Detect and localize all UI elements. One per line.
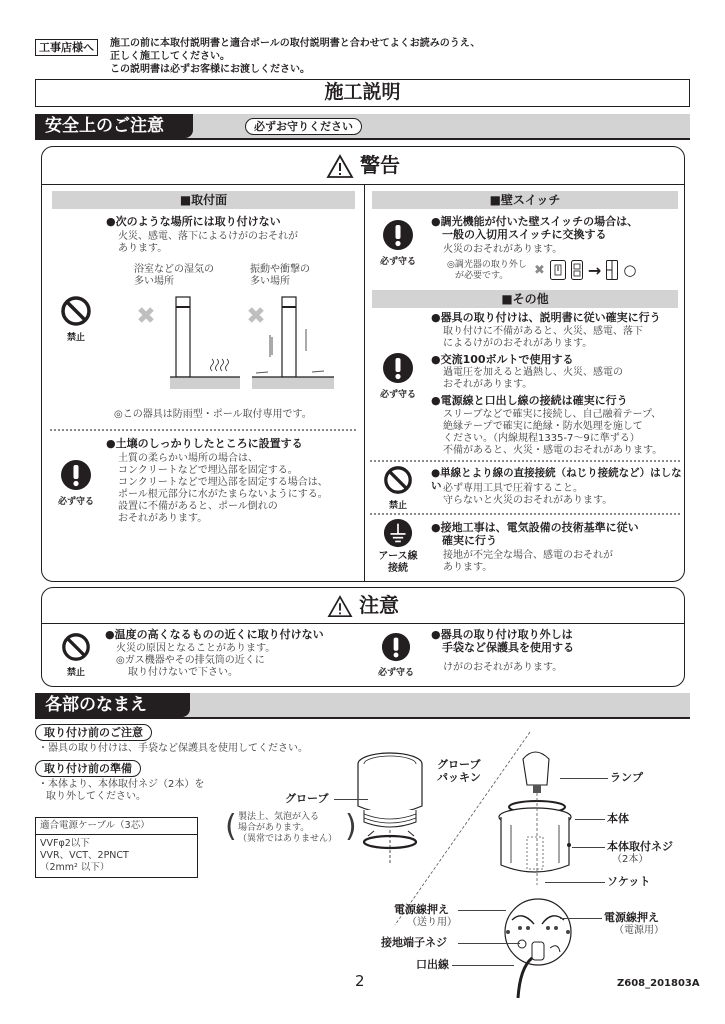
before-install-caution-text: ・器具の取り付けは、手袋など保護具を使用してください。 [38, 743, 308, 754]
switch-replace-diagram [534, 259, 674, 281]
parts-heading: 各部のなまえ [35, 693, 190, 717]
lead-wire-label: 口出線 [416, 958, 449, 971]
mandatory-symbol: 必ず守る [50, 459, 102, 507]
mandatory-icon [60, 459, 92, 491]
caution-frame [41, 587, 685, 687]
prohibit-icon [61, 632, 91, 662]
onoff-switch-icon [606, 260, 618, 280]
rainproof-note: ◎この器具は防雨型・ポール取付専用です。 [114, 409, 312, 420]
divider [370, 513, 680, 515]
safety-section-bar [35, 114, 690, 140]
leader-line [545, 882, 605, 883]
leader-line [452, 965, 514, 966]
leader-line [572, 847, 605, 848]
mounting-surface-heading: ■取付面 [52, 191, 355, 209]
ac100v-title: ●交流100ボルトで使用する [431, 353, 574, 366]
prohibit-icon [60, 295, 92, 327]
parts-section-bar [35, 693, 690, 719]
firm-soil-text: 土質の柔らかい場所の場合は、 コンクリートなどで埋込部を固定する。 コンクリートなどで埋込部を固定する場合は、 ポール根元部分に水がたまらないようにする。 設置に不備があると、ポール倒れの おそれがあります。 [118, 453, 328, 524]
leader-line [458, 910, 506, 911]
compatible-cable-box [35, 817, 198, 878]
prohibit-symbol: 禁止 [54, 295, 98, 343]
leader-line [458, 943, 520, 944]
install-per-manual-title: ●器具の取り付けは、説明書に従い確実に行う [431, 311, 661, 324]
mandatory-icon [382, 352, 414, 384]
paren-close: ) [345, 809, 357, 844]
wall-switch-title: ●調光機能が付いた壁スイッチの場合は、 一般の入切用スイッチに交換する [431, 215, 639, 241]
globe-label: グローブ [285, 792, 329, 805]
before-install-prep-pill: 取り付け前の準備 [35, 760, 141, 777]
notice-text: 施工の前に本取付説明書と適合ポールの取付説明書と合わせてよくお読みのうえ、 正しく施工してください。 この説明書は必ずお客様にお渡しください。 [110, 38, 481, 75]
divider [370, 460, 680, 462]
wire-clamp-power-label: 電源線押え [604, 911, 659, 924]
socket-label: ソケット [607, 875, 651, 888]
wear-gloves-text: けがのおそれがあります。 [443, 662, 563, 673]
mandatory-icon [381, 632, 411, 662]
mandatory-symbol: 必ず守る [372, 219, 424, 267]
wire-clamp-send-label: 電源線押え [394, 903, 449, 916]
notice-label: 工事店様へ [35, 39, 98, 56]
prohibit-symbol: 禁止 [54, 632, 98, 678]
warning-header: 警告 [42, 147, 684, 185]
body-screw-label: 本体取付ネジ [607, 840, 673, 853]
leader-line [575, 819, 605, 820]
wire-connection-title: ●電源線と口出し線の接続は確実に行う [431, 394, 628, 407]
no-install-title: ●次のような場所には取り付けない [106, 215, 281, 228]
prohibit-symbol: 禁止 [372, 465, 424, 511]
before-install-prep-text: ・本体より、本体取付ネジ（2本）を 取り外してください。 [38, 779, 205, 802]
lamp-label: ランプ [610, 771, 643, 784]
dimmer-switch-icon [550, 260, 566, 280]
vibration-place-label: 振動や衝撃の 多い場所 [250, 264, 310, 287]
page-number: 2 [355, 972, 365, 990]
leader-line [560, 778, 608, 779]
earth-ground-icon [383, 518, 413, 548]
other-heading: ■その他 [372, 290, 678, 308]
wire-clamp-send-sub: （送り用） [407, 917, 457, 928]
page-title: 施工説明 [35, 79, 690, 107]
leader-line [334, 799, 368, 800]
no-hot-place-text: 火災の原因となることがあります。 ◎ガス機器やその排気筒の近くに 取り付けないで下さい。 [116, 643, 276, 678]
warning-frame [41, 146, 685, 582]
wire-clamp-power-sub: （電源用） [614, 925, 664, 936]
arrow-right-icon: → [587, 260, 602, 280]
cable-box-body: VVFφ2以下 VVR、VCT、2PNCT （2mm² 以下） [40, 838, 129, 873]
wall-switch-text: 火災のおそれがあります。 [443, 244, 563, 255]
body-lamp-illustration [495, 745, 585, 895]
ground-terminal-screw-label: 接地端子ネジ [381, 936, 447, 949]
prohibit-icon [383, 465, 413, 495]
document-code: Z608_201803A [617, 978, 700, 989]
leader-line [560, 918, 602, 919]
before-install-caution-pill: 取り付け前のご注意 [35, 724, 152, 741]
vibration-pole-illustration [246, 295, 346, 390]
paren-open: ( [225, 809, 237, 844]
must-follow-pill: 必ずお守りください [245, 118, 362, 135]
humid-pole-illustration [136, 295, 256, 390]
grounding-text: 接地が不完全な場合、感電のおそれが あります。 [443, 550, 613, 573]
divider [50, 429, 356, 431]
no-twist-connection-text: 必ず専用工具で圧着すること。 守らないと火災のおそれがあります。 [443, 483, 613, 506]
base-wiring-illustration [498, 898, 578, 998]
install-per-manual-text: 取り付けに不備があると、火災、感電、落下 によるけがのおそれがあります。 [443, 326, 643, 349]
body-screw-qty: （2本） [612, 854, 649, 865]
no-hot-place-title: ●温度の高くなるものの近くに取り付けない [105, 628, 324, 641]
mandatory-symbol: 必ず守る [372, 352, 424, 400]
column-divider [364, 185, 365, 581]
safety-heading: 安全上のご注意 [35, 114, 193, 138]
ng-mark-icon: ✖ [534, 262, 545, 278]
earth-symbol: アース線 接続 [370, 518, 426, 575]
wire-connection-text: スリーブなどで確実に接続し、自己融着テープ、 絶縁テープで確実に絶縁・防水処理を施して ください。（内線規程1335-7～9に準ずる） 不備があると、火災・感電のおそれがあります。 [443, 409, 663, 456]
grounding-title: ●接地工事は、電気設備の技術基準に従い 確実に行う [431, 521, 639, 547]
firm-soil-title: ●土壌のしっかりしたところに設置する [106, 437, 303, 450]
mandatory-icon [382, 219, 414, 251]
dimmer-knob-icon [571, 260, 583, 280]
body-label: 本体 [607, 812, 629, 825]
cable-box-heading: 適合電源ケーブル（3芯） [36, 818, 197, 835]
ok-mark-icon: ○ [623, 261, 637, 279]
ac100v-text: 過電圧を加えると過熱し、火災、感電の おそれがあります。 [443, 367, 623, 390]
mandatory-symbol: 必ず守る [370, 632, 422, 678]
globe-bubble-note: 製法上、気泡が入る 場合があります。 （異常ではありません） [238, 812, 338, 844]
caution-header: 注意 [42, 588, 684, 624]
dimmer-removal-note: ◎調光器の取り外し が必要です。 [447, 260, 527, 281]
wear-gloves-title: ●器具の取り付け取り外しは 手袋など保護具を使用する [431, 628, 574, 654]
no-twist-connection-title: ●単線とより線の直接接続（ねじり接続など）はしない [431, 467, 682, 492]
wall-switch-heading: ■壁スイッチ [372, 191, 678, 209]
humid-place-label: 浴室などの湿気の 多い場所 [134, 264, 214, 287]
warning-triangle-icon [326, 154, 354, 179]
caution-triangle-icon [327, 595, 353, 618]
no-install-text: 火災、感電、落下によるけがのおそれが あります。 [118, 231, 298, 254]
globe-packing-label: グローブ パッキン [437, 758, 481, 784]
